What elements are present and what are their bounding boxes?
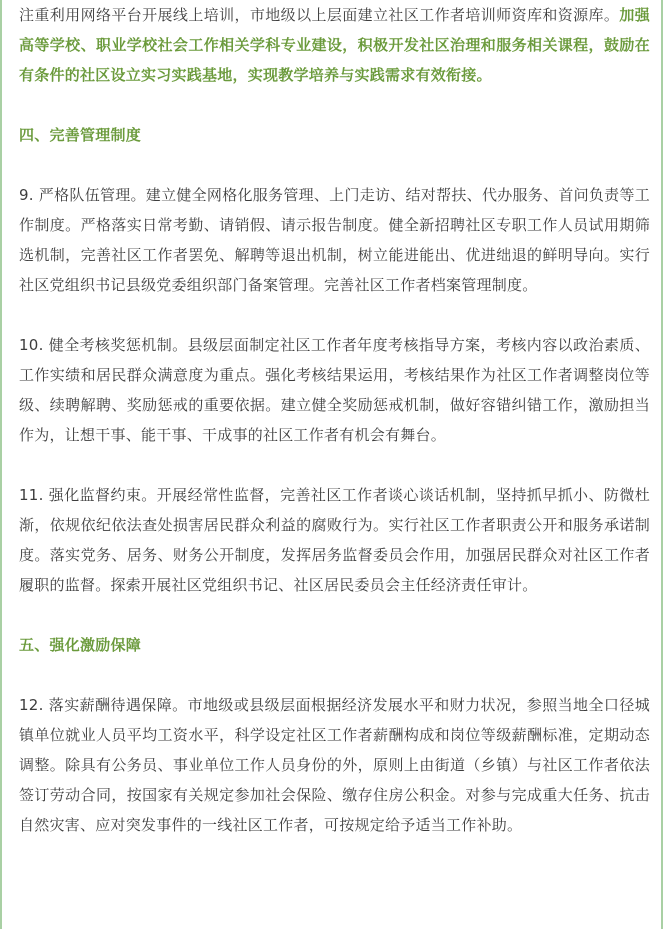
- intro-highlight-text: 加强高等学校、职业学校社会工作相关学科专业建设，积极开发社区治理和服务相关课程，鼓励在有条件的社区设立实习实践基地，实现教学培养与实践需求有效衔接。: [19, 6, 650, 84]
- section-4-heading: 四、完善管理制度: [19, 126, 142, 144]
- spacer: [19, 660, 650, 690]
- spacer: [19, 600, 650, 630]
- intro-plain-text: 注重利用网络平台开展线上培训，市地级以上层面建立社区工作者培训师资库和资源库。: [19, 6, 620, 24]
- paragraph-9: 9. 严格队伍管理。建立健全网格化服务管理、上门走访、结对帮扶、代办服务、首问负责等工作制度。严格落实日常考勤、请销假、请示报告制度。健全新招聘社区专职工作人员试用期筛选机制，完善社区工作者罢免、解聘等退出机制，树立能进能出、优进绌退的鲜明导向。实行社区党组织书记县级党委组织部门备案管理。完善社区工作者档案管理制度。: [19, 186, 650, 294]
- paragraph-10: 10. 健全考核奖惩机制。县级层面制定社区工作者年度考核指导方案，考核内容以政治素质、工作实绩和居民群众满意度为重点。强化考核结果运用，考核结果作为社区工作者调整岗位等级、续聘解聘、奖励惩戒的重要依据。建立健全奖励惩戒机制，做好容错纠错工作，激励担当作为，让想干事、能干事、干成事的社区工作者有机会有舞台。: [19, 336, 650, 444]
- spacer: [19, 300, 650, 330]
- spacer: [19, 90, 650, 120]
- article-content: [19, 0, 650, 840]
- paragraph-11: 11. 强化监督约束。开展经常性监督，完善社区工作者谈心谈话机制，坚持抓早抓小、防微杜渐，依规依纪依法查处损害居民群众利益的腐败行为。实行社区工作者职责公开和服务承诺制度。落实党务、居务、财务公开制度，发挥居务监督委员会作用，加强居民群众对社区工作者履职的监督。探索开展社区党组织书记、社区居民委员会主任经济责任审计。: [19, 486, 650, 594]
- section-5-heading: 五、强化激励保障: [19, 636, 142, 654]
- spacer: [19, 150, 650, 180]
- paragraph-12: 12. 落实薪酬待遇保障。市地级或县级层面根据经济发展水平和财力状况，参照当地全口径城镇单位就业人员平均工资水平，科学设定社区工作者薪酬构成和岗位等级薪酬标准，定期动态调整。除具有公务员、事业单位工作人员身份的外，原则上由街道（乡镇）与社区工作者依法签订劳动合同，按国家有关规定参加社会保险、缴存住房公积金。对参与完成重大任务、抗击自然灾害、应对突发事件的一线社区工作者，可按规定给予适当工作补助。: [19, 696, 650, 834]
- intro-paragraph: [19, 0, 650, 90]
- spacer: [19, 450, 650, 480]
